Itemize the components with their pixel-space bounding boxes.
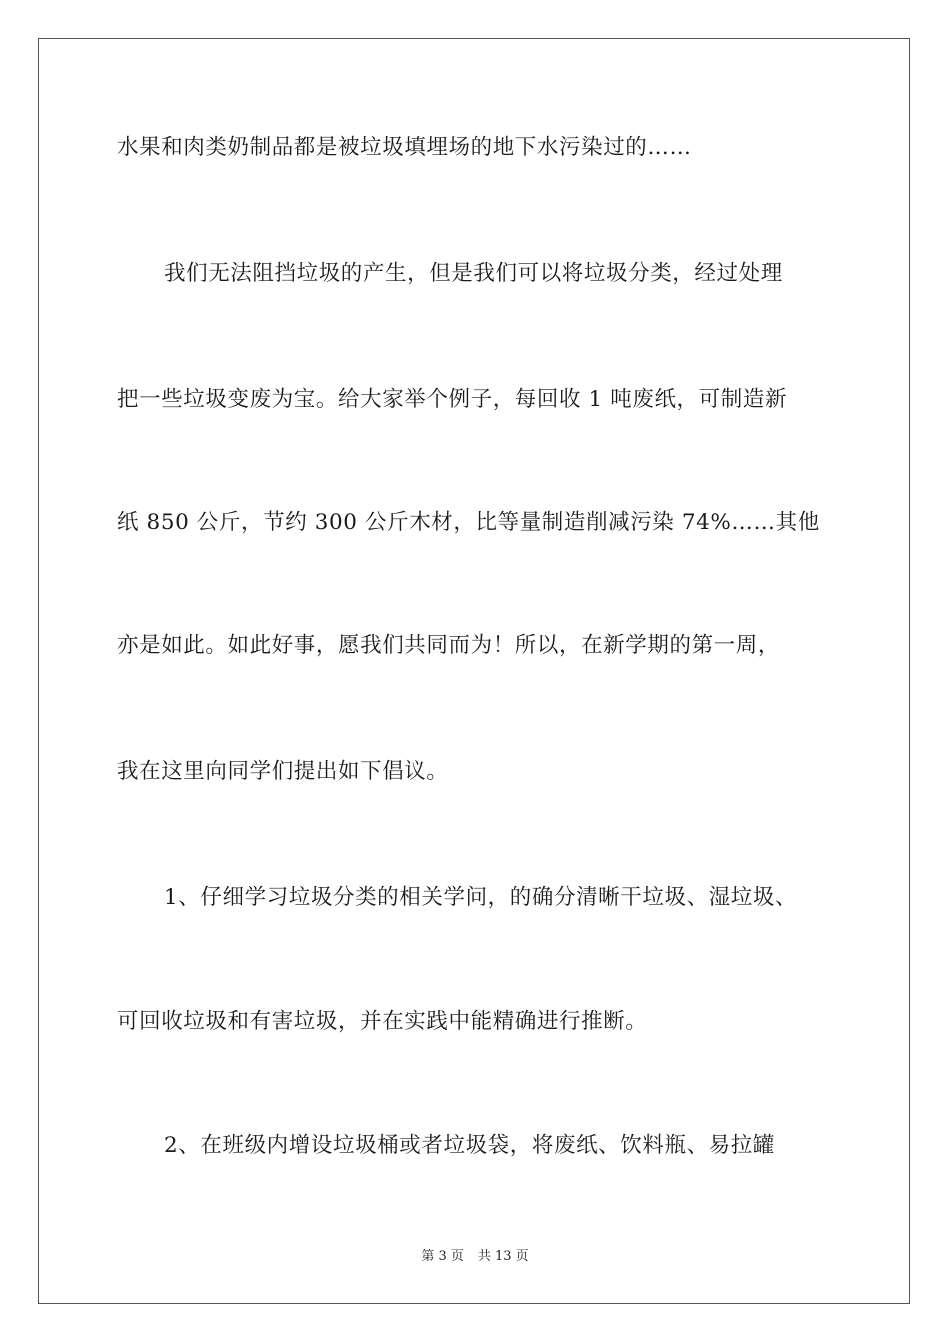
list-item-1: 1、仔细学习垃圾分类的相关学问，的确分清晰干垃圾、湿垃圾、 [164,885,798,910]
page-total: 共 13 页 [477,1249,529,1264]
text-line: 我在这里向同学们提出如下倡议。 [117,759,449,784]
text-line: 可回收垃圾和有害垃圾，并在实践中能精确进行推断。 [117,1009,648,1034]
page-border [38,38,910,1304]
text-line: 水果和肉类奶制品都是被垃圾填埋场的地下水污染过的…… [117,135,692,160]
paragraph-first-line: 我们无法阻挡垃圾的产生，但是我们可以将垃圾分类，经过处理 [164,261,783,286]
page-number: 第 3 页 [421,1249,464,1264]
text-line: 纸 850 公斤，节约 300 公斤木材，比等量制造削减污染 74%……其他 [117,510,820,535]
list-item-2: 2、在班级内增设垃圾桶或者垃圾袋，将废纸、饮料瓶、易拉罐 [164,1133,775,1158]
page-footer [0,1248,950,1266]
text-line: 把一些垃圾变废为宝。给大家举个例子，每回收 1 吨废纸，可制造新 [117,387,788,412]
text-line: 亦是如此。如此好事，愿我们共同而为！所以，在新学期的第一周， [117,633,781,658]
